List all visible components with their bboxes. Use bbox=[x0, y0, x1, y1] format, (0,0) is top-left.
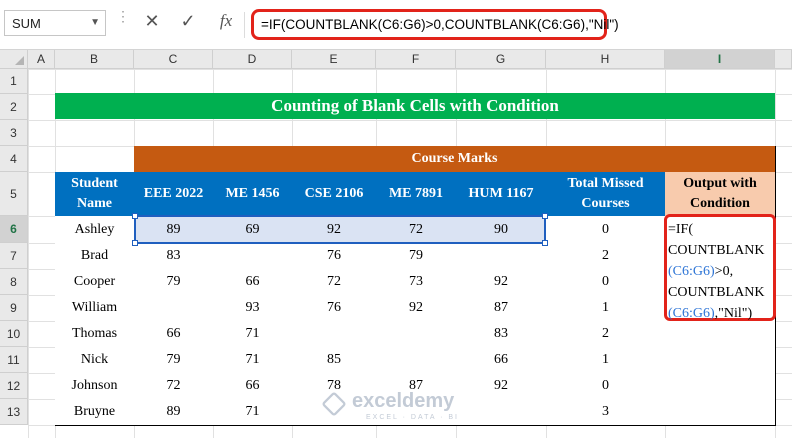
mark-cell[interactable] bbox=[376, 347, 457, 374]
output-formula-cell[interactable] bbox=[664, 214, 776, 321]
mark-cell[interactable]: 92 bbox=[292, 216, 377, 244]
column-header-f[interactable]: F bbox=[376, 50, 456, 69]
row-header-1[interactable]: 1 bbox=[0, 69, 28, 94]
student-name-cell[interactable]: William bbox=[55, 295, 135, 322]
student-name-cell[interactable]: Thomas bbox=[55, 321, 135, 348]
mark-cell[interactable]: 72 bbox=[292, 269, 377, 296]
header-course-4[interactable]: ME 7891 bbox=[376, 172, 457, 217]
formula-line bbox=[668, 240, 773, 261]
row-header-6[interactable]: 6 bbox=[0, 216, 28, 243]
cancel-icon[interactable]: ✕ bbox=[144, 11, 160, 31]
mark-cell[interactable]: 66 bbox=[134, 321, 214, 348]
mark-cell[interactable]: 72 bbox=[376, 216, 457, 244]
row-header-2[interactable]: 2 bbox=[0, 94, 28, 120]
mark-cell[interactable]: 93 bbox=[213, 295, 293, 322]
mark-cell[interactable]: 73 bbox=[376, 269, 457, 296]
row-header-5[interactable]: 5 bbox=[0, 172, 28, 216]
student-name-cell[interactable]: Ashley bbox=[55, 216, 135, 244]
student-name-cell[interactable]: Brad bbox=[55, 243, 135, 270]
mark-cell[interactable]: 92 bbox=[376, 295, 457, 322]
mark-cell[interactable]: 79 bbox=[134, 269, 214, 296]
mark-cell[interactable]: 76 bbox=[292, 243, 377, 270]
mark-cell[interactable]: 83 bbox=[134, 243, 214, 270]
mark-cell[interactable] bbox=[292, 321, 377, 348]
name-box-value: SUM bbox=[12, 16, 41, 31]
student-name-cell[interactable]: Johnson bbox=[55, 373, 135, 400]
formula-line bbox=[668, 282, 773, 303]
student-name-cell[interactable]: Nick bbox=[55, 347, 135, 374]
insert-function-icon[interactable]: fx bbox=[219, 11, 233, 30]
column-header-a[interactable]: A bbox=[28, 50, 55, 69]
formula-line bbox=[668, 261, 773, 282]
course-marks-header[interactable]: Course Marks bbox=[134, 146, 776, 173]
row-header-9[interactable]: 9 bbox=[0, 295, 28, 321]
missed-count-cell[interactable]: 3 bbox=[546, 399, 666, 426]
missed-count-cell[interactable]: 1 bbox=[546, 295, 666, 322]
column-header-i[interactable]: I bbox=[665, 50, 775, 69]
header-course-1[interactable]: EEE 2022 bbox=[134, 172, 214, 217]
formula-fragment: ,"Nil") bbox=[714, 306, 753, 321]
column-header-c[interactable]: C bbox=[134, 50, 213, 69]
student-name-cell[interactable]: Cooper bbox=[55, 269, 135, 296]
header-course-3[interactable]: CSE 2106 bbox=[292, 172, 377, 217]
enter-icon[interactable]: ✓ bbox=[180, 11, 196, 31]
row-header-12[interactable]: 12 bbox=[0, 373, 28, 399]
range-reference: (C6:G6) bbox=[668, 306, 715, 321]
mark-cell[interactable]: 79 bbox=[376, 243, 457, 270]
row-header-10[interactable]: 10 bbox=[0, 321, 28, 347]
missed-count-cell[interactable]: 0 bbox=[546, 216, 666, 244]
formula-text: =IF(COUNTBLANK(C6:G6)>0,COUNTBLANK(C6:G6),"Nil") bbox=[261, 17, 619, 32]
row-header-4[interactable]: 4 bbox=[0, 146, 28, 172]
mark-cell[interactable]: 71 bbox=[213, 347, 293, 374]
row-header-13[interactable]: 13 bbox=[0, 399, 28, 425]
header-student-name[interactable]: Student Name bbox=[55, 172, 135, 217]
mark-cell[interactable] bbox=[213, 243, 293, 270]
mark-cell[interactable] bbox=[134, 295, 214, 322]
select-all-button[interactable] bbox=[0, 50, 28, 69]
gridline bbox=[28, 69, 792, 70]
missed-count-cell[interactable]: 1 bbox=[546, 347, 666, 374]
column-header-h[interactable]: H bbox=[546, 50, 665, 69]
watermark-sub: EXCEL · DATA · BI bbox=[366, 414, 459, 421]
mark-cell[interactable]: 85 bbox=[292, 347, 377, 374]
mark-cell[interactable]: 71 bbox=[213, 399, 293, 426]
header-output[interactable]: Output with Condition bbox=[665, 172, 776, 217]
mark-cell[interactable]: 69 bbox=[213, 216, 293, 244]
header-course-2[interactable]: ME 1456 bbox=[213, 172, 293, 217]
mark-cell[interactable]: 87 bbox=[456, 295, 547, 322]
output-cell[interactable] bbox=[665, 347, 776, 374]
drag-handle-icon[interactable]: ⋮ bbox=[116, 8, 130, 24]
mark-cell[interactable]: 92 bbox=[456, 373, 547, 400]
mark-cell[interactable]: 87 bbox=[376, 373, 457, 400]
watermark-name: exceldemy bbox=[352, 390, 455, 412]
missed-count-cell[interactable]: 0 bbox=[546, 373, 666, 400]
formula-line bbox=[668, 219, 773, 240]
column-header-filler bbox=[775, 50, 792, 69]
column-header-b[interactable]: B bbox=[55, 50, 134, 69]
mark-cell[interactable]: 83 bbox=[456, 321, 547, 348]
mark-cell[interactable] bbox=[456, 399, 547, 426]
header-total-missed[interactable]: Total Missed Courses bbox=[546, 172, 666, 217]
gridline bbox=[28, 69, 29, 438]
missed-count-cell[interactable]: 2 bbox=[546, 321, 666, 348]
missed-count-cell[interactable]: 0 bbox=[546, 269, 666, 296]
output-cell[interactable] bbox=[665, 321, 776, 348]
formula-fragment: =IF( bbox=[668, 222, 694, 237]
mark-cell[interactable]: 79 bbox=[134, 347, 214, 374]
missed-count-cell[interactable]: 2 bbox=[546, 243, 666, 270]
mark-cell[interactable]: 66 bbox=[456, 347, 547, 374]
mark-cell[interactable]: 89 bbox=[134, 216, 214, 244]
formula-fragment: >0, bbox=[714, 264, 734, 279]
range-reference: (C6:G6) bbox=[668, 264, 715, 279]
mark-cell[interactable]: 71 bbox=[213, 321, 293, 348]
mark-cell[interactable]: 72 bbox=[134, 373, 214, 400]
mark-cell[interactable]: 92 bbox=[456, 269, 547, 296]
student-name-cell[interactable]: Bruyne bbox=[55, 399, 135, 426]
page-title: Counting of Blank Cells with Condition bbox=[55, 93, 775, 119]
mark-cell[interactable]: 89 bbox=[134, 399, 214, 426]
mark-cell[interactable] bbox=[456, 243, 547, 270]
chevron-down-icon[interactable]: ▼ bbox=[90, 17, 100, 28]
row-header-7[interactable]: 7 bbox=[0, 243, 28, 269]
column-header-d[interactable]: D bbox=[213, 50, 292, 69]
header-course-5[interactable]: HUM 1167 bbox=[456, 172, 547, 217]
mark-cell[interactable]: 66 bbox=[213, 269, 293, 296]
row-header-11[interactable]: 11 bbox=[0, 347, 28, 373]
column-header-g[interactable]: G bbox=[456, 50, 546, 69]
formula-fragment: COUNTBLANK bbox=[668, 285, 765, 300]
mark-cell[interactable] bbox=[376, 321, 457, 348]
mark-cell[interactable]: 90 bbox=[456, 216, 547, 244]
row-header-8[interactable]: 8 bbox=[0, 269, 28, 295]
row-header-3[interactable]: 3 bbox=[0, 120, 28, 146]
output-cell[interactable] bbox=[665, 399, 776, 426]
mark-cell[interactable]: 66 bbox=[213, 373, 293, 400]
output-cell[interactable] bbox=[665, 373, 776, 400]
column-header-e[interactable]: E bbox=[292, 50, 376, 69]
formula-line bbox=[668, 303, 773, 324]
formula-fragment: COUNTBLANK bbox=[668, 243, 765, 258]
gridline bbox=[28, 120, 792, 121]
mark-cell[interactable]: 78 bbox=[292, 373, 377, 400]
mark-cell[interactable]: 76 bbox=[292, 295, 377, 322]
